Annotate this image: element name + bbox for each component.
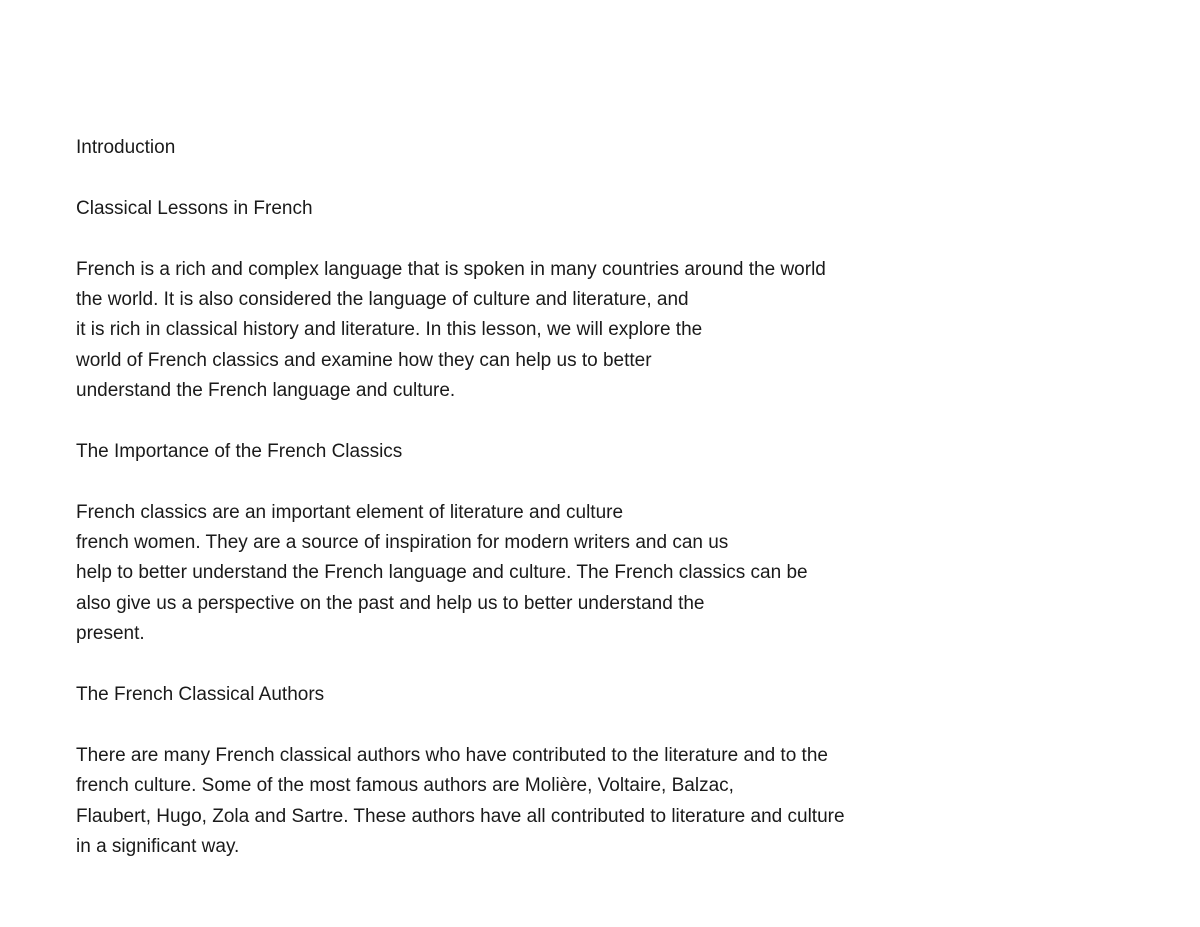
paragraph-line: the world. It is also considered the language of culture and literature, and — [76, 288, 689, 310]
paragraph-line: also give us a perspective on the past and help us to better understand the — [76, 592, 705, 614]
paragraph-3 — [76, 741, 1156, 863]
paragraph-line: french women. They are a source of inspiration for modern writers and can us — [76, 532, 729, 554]
paragraph-line: understand the French language and culture. — [76, 380, 456, 402]
paragraph-line: Flaubert, Hugo, Zola and Sartre. These authors have all contributed to literature and culture — [76, 805, 845, 827]
spacer — [76, 650, 1156, 680]
paragraph-2 — [76, 498, 1156, 650]
section-heading-authors: The French Classical Authors — [76, 684, 325, 706]
paragraph-line: world of French classics and examine how they can help us to better — [76, 349, 652, 371]
paragraph-line: in a significant way. — [76, 835, 240, 857]
intro-heading: Introduction — [76, 137, 176, 158]
paragraph-line: it is rich in classical history and literature. In this lesson, we will explore the — [76, 319, 703, 341]
spacer — [76, 163, 1156, 193]
paragraph-1 — [76, 255, 1156, 407]
paragraph-line: french culture. Some of the most famous authors are Molière, Voltaire, Balzac, — [76, 775, 734, 797]
spacer — [76, 224, 1156, 254]
spacer — [76, 467, 1156, 497]
section-heading-importance: The Importance of the French Classics — [76, 440, 403, 462]
paragraph-line: French is a rich and complex language that is spoken in many countries around the world — [76, 258, 826, 280]
paragraph-line: help to better understand the French language and culture. The French classics can be — [76, 562, 808, 584]
paragraph-line: present. — [76, 623, 145, 645]
spacer — [76, 407, 1156, 437]
spacer — [76, 710, 1156, 740]
document-body — [76, 133, 1156, 862]
lesson-title: Classical Lessons in French — [76, 197, 313, 219]
paragraph-line: French classics are an important element of literature and culture — [76, 501, 624, 523]
paragraph-line: There are many French classical authors who have contributed to the literature and to the — [76, 744, 828, 766]
